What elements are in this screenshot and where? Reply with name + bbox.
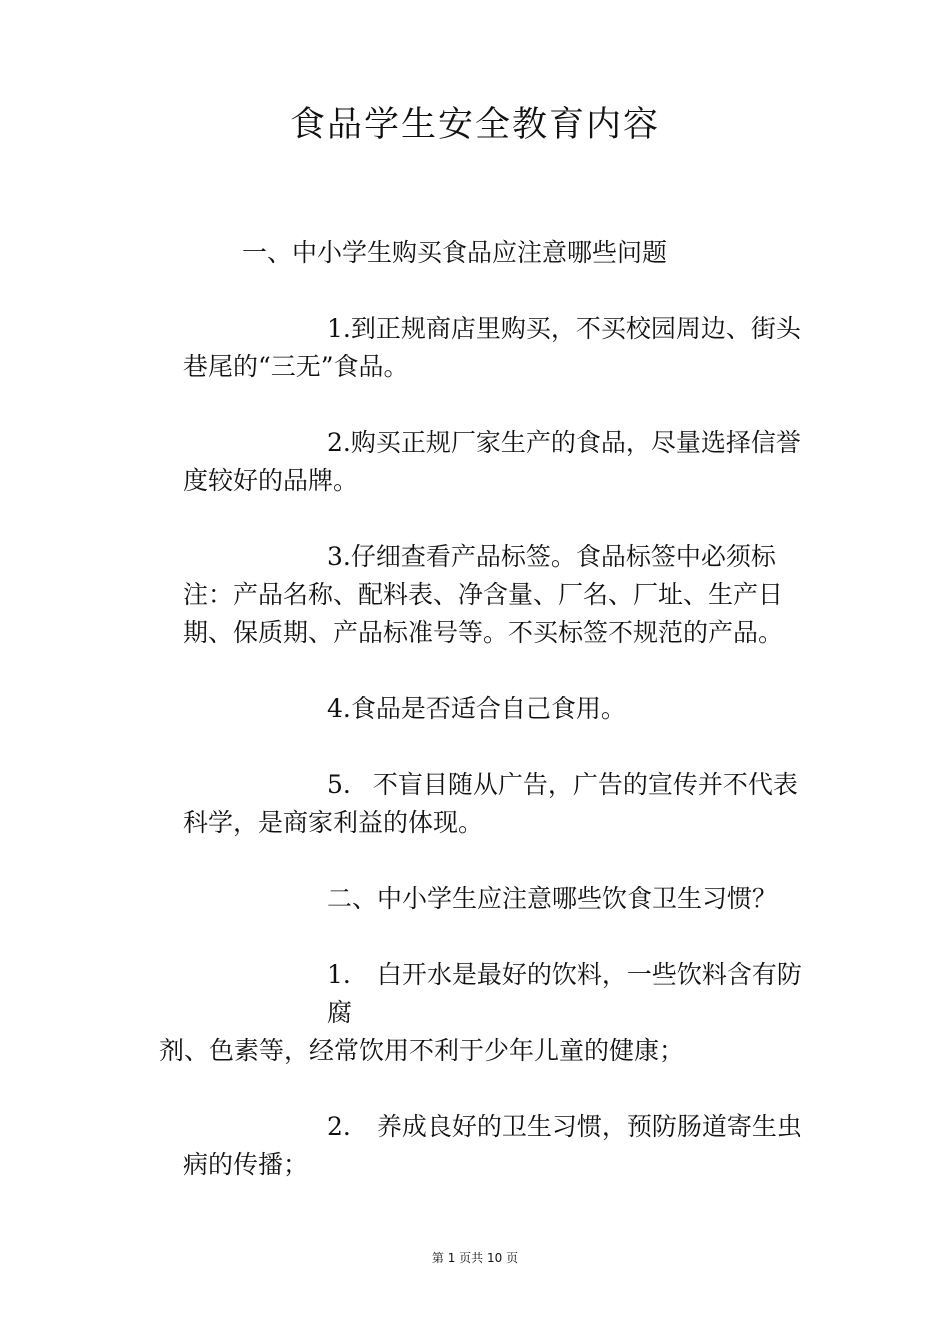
list-item: [327, 424, 801, 462]
item-text: 购买正规厂家生产的食品，尽量选择信誉: [350, 428, 801, 457]
list-item: [327, 766, 798, 804]
item-text: 不盲目随从广告，广告的宣传并不代表: [372, 770, 798, 799]
item-number: 5.: [327, 770, 351, 799]
item-number: 2.: [327, 1112, 351, 1141]
page-footer: 第 1 页共 10 页: [431, 1251, 519, 1265]
item-number: 1.: [327, 960, 351, 989]
item-text-continued: 注：产品名称、配料表、净含量、厂名、厂址、生产日: [183, 580, 784, 609]
item-text: 白开水是最好的饮料，一些饮料含有防: [376, 960, 802, 989]
item-text-continued: 巷尾的“三无”食品。: [183, 352, 409, 381]
item-number: 4.: [327, 694, 351, 723]
list-item: [327, 538, 776, 576]
document-title: 食品学生安全教育内容: [289, 105, 660, 145]
item-text-continued: 度较好的品牌。: [183, 466, 359, 495]
item-text-continued: 病的传播；: [183, 1150, 309, 1179]
section-heading-2: 二、中小学生应注意哪些饮食卫生习惯？: [327, 884, 778, 913]
item-number: 1.: [327, 314, 351, 343]
list-item: [327, 956, 802, 994]
item-text-continued: 剂、色素等，经常饮用不利于少年儿童的健康；: [159, 1036, 685, 1065]
item-text-continued: 期、保质期、产品标准号等。不买标签不规范的产品。: [183, 618, 784, 647]
list-item: [327, 1108, 802, 1146]
list-item: [327, 690, 626, 728]
item-text-wrapped: 腐: [327, 998, 353, 1027]
item-text: 仔细查看产品标签。食品标签中必须标: [350, 542, 776, 571]
list-item: [327, 310, 801, 348]
item-text-continued: 科学，是商家利益的体现。: [183, 808, 484, 837]
item-text: 到正规商店里购买，不买校园周边、街头: [350, 314, 801, 343]
section-heading-1: 一、中小学生购买食品应注意哪些问题: [242, 238, 668, 267]
item-text: 养成良好的卫生习惯，预防肠道寄生虫: [376, 1112, 802, 1141]
item-number: 3.: [327, 542, 351, 571]
item-text: 食品是否适合自己食用。: [350, 694, 626, 723]
item-number: 2.: [327, 428, 351, 457]
